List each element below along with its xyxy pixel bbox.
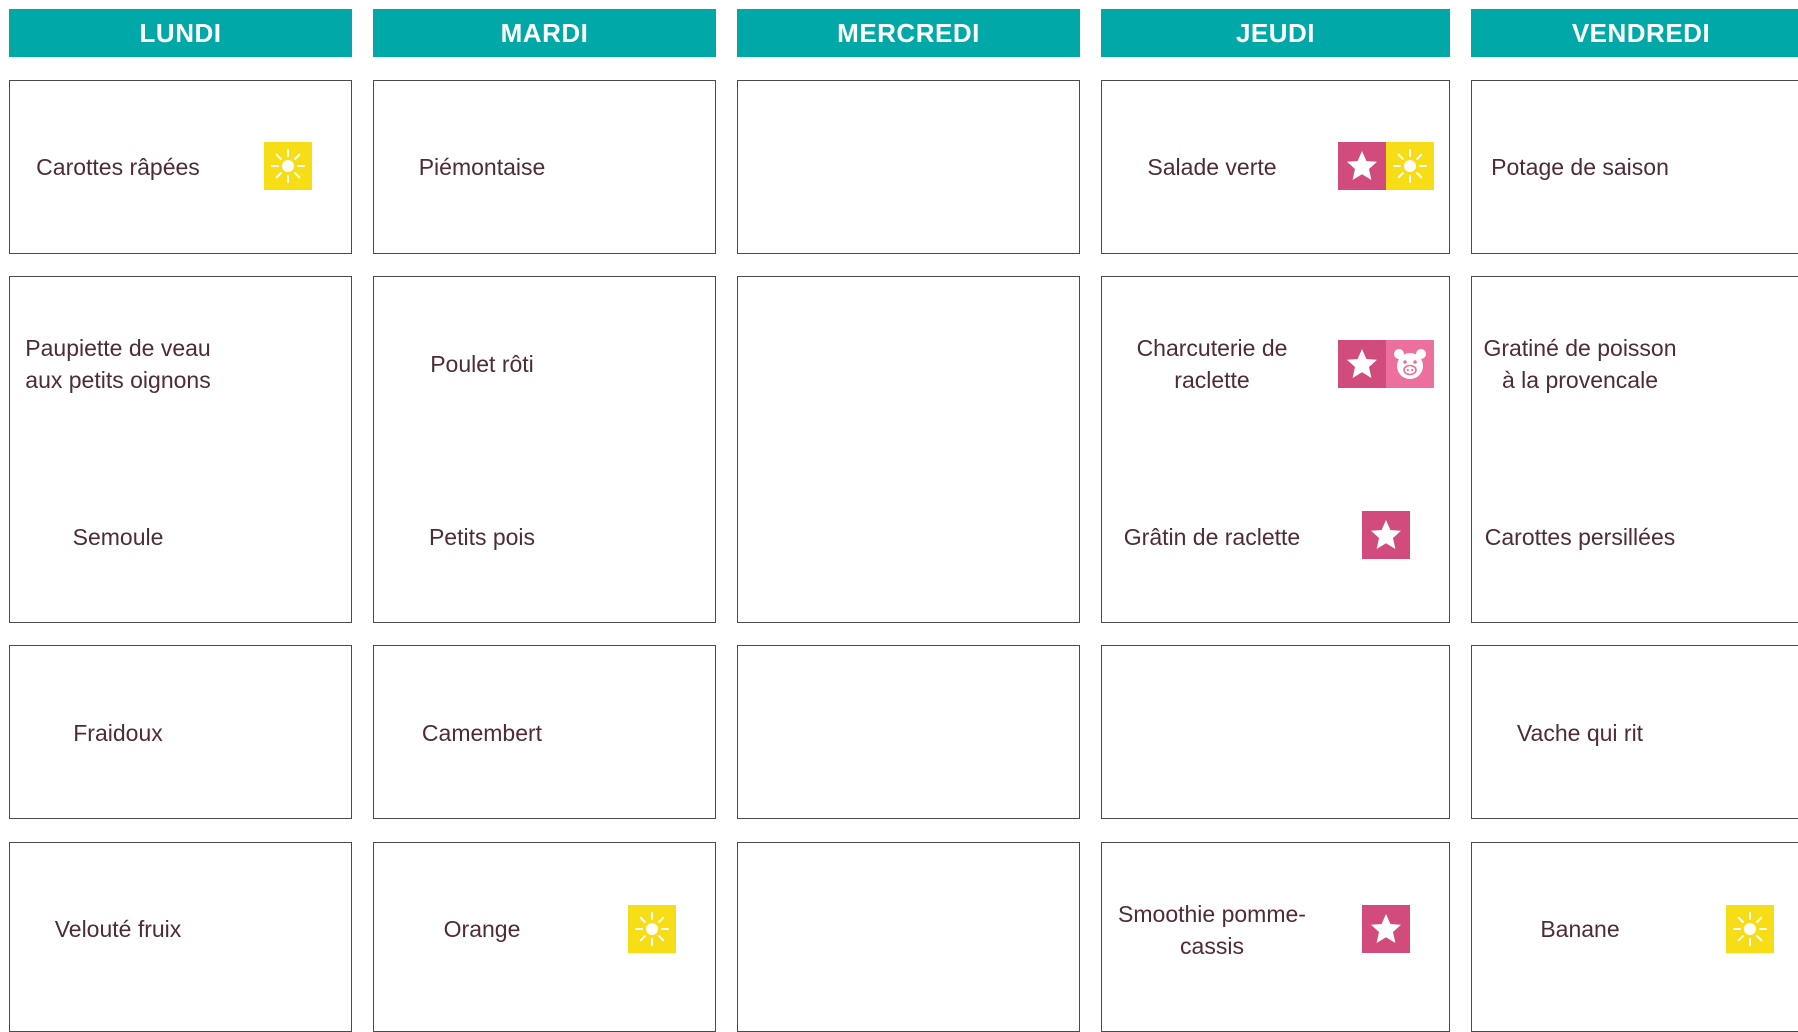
mardi-dessert: Orange xyxy=(443,916,521,942)
sun-icon xyxy=(264,142,312,190)
day-header-jeudi: JEUDI xyxy=(1101,9,1450,57)
vendredi-accompagnement: Carottes persillées xyxy=(1484,524,1676,550)
jeudi-plat: Charcuterie de raclette xyxy=(1136,335,1288,393)
mardi-accompagnement: Petits pois xyxy=(428,524,536,550)
mardi-fromage: Camembert xyxy=(421,720,543,746)
star-icon xyxy=(1338,340,1386,388)
jeudi-entree: Salade verte xyxy=(1147,154,1277,180)
star-icon xyxy=(1362,511,1410,559)
day-header-vendredi: VENDREDI xyxy=(1471,9,1798,57)
vendredi-fromage: Vache qui rit xyxy=(1516,720,1644,746)
jeudi-entree-icons xyxy=(1338,142,1434,190)
lundi-plat-cell xyxy=(9,276,352,623)
vendredi-plat: Gratiné de poisson à la provencale xyxy=(1483,335,1677,393)
mardi-plat-cell xyxy=(373,276,716,623)
vendredi-dessert-icons xyxy=(1726,905,1774,953)
jeudi-plat-icons xyxy=(1338,340,1434,388)
day-header-mercredi: MERCREDI xyxy=(737,9,1080,57)
lundi-entree-icons xyxy=(264,142,312,190)
day-header-mardi: MARDI xyxy=(373,9,716,57)
lundi-plat: Paupiette de veau aux petits oignons xyxy=(25,335,211,393)
lundi-fromage: Fraidoux xyxy=(73,720,163,746)
pig-icon xyxy=(1386,340,1434,388)
sun-icon xyxy=(1726,905,1774,953)
sun-icon xyxy=(1386,142,1434,190)
jeudi-fromage-cell xyxy=(1101,645,1450,819)
mardi-plat: Poulet rôti xyxy=(430,351,534,377)
jeudi-dessert-icons xyxy=(1362,905,1410,953)
mercredi-fromage-cell xyxy=(737,645,1080,819)
mardi-dessert-icons xyxy=(628,905,676,953)
vendredi-plat-cell xyxy=(1471,276,1798,623)
day-header-lundi: LUNDI xyxy=(9,9,352,57)
star-icon xyxy=(1362,905,1410,953)
vendredi-dessert: Banane xyxy=(1540,916,1620,942)
sun-icon xyxy=(628,905,676,953)
lundi-entree: Carottes râpées xyxy=(36,154,200,180)
star-icon xyxy=(1338,142,1386,190)
mardi-entree: Piémontaise xyxy=(418,154,546,180)
mercredi-entree-cell xyxy=(737,80,1080,254)
mercredi-dessert-cell xyxy=(737,842,1080,1032)
vendredi-entree: Potage de saison xyxy=(1491,154,1669,180)
mercredi-plat-cell xyxy=(737,276,1080,623)
jeudi-dessert: Smoothie pomme- cassis xyxy=(1118,901,1306,959)
jeudi-accompagnement-icons xyxy=(1362,511,1410,559)
jeudi-plat-cell xyxy=(1101,276,1450,623)
jeudi-accompagnement: Grâtin de raclette xyxy=(1123,524,1301,550)
lundi-dessert: Velouté fruix xyxy=(54,916,182,942)
lundi-accompagnement: Semoule xyxy=(72,524,164,550)
